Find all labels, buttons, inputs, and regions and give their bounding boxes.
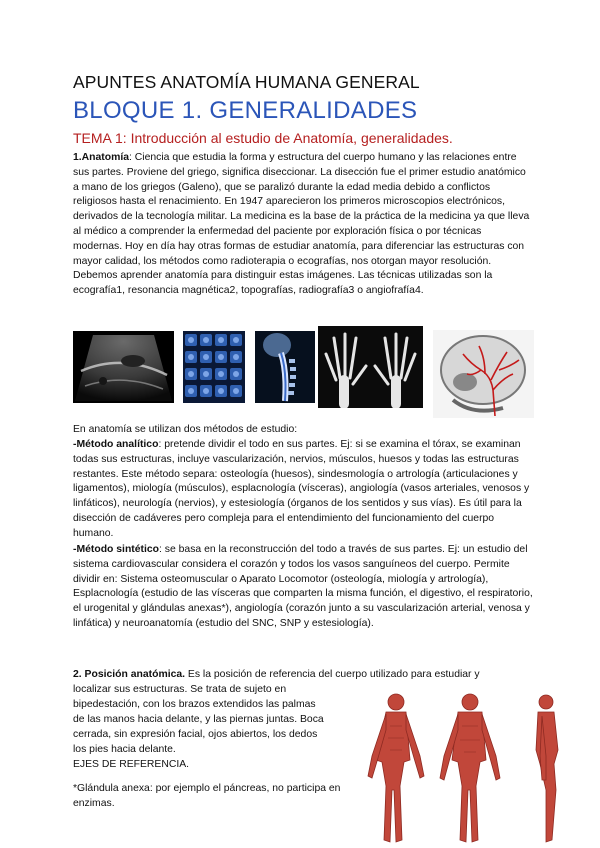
footnote-line2: enzimas. bbox=[73, 798, 115, 809]
anatomy-term: 1.Anatomía bbox=[73, 152, 130, 163]
anatomical-position-term: 2. Posición anatómica. bbox=[73, 669, 186, 680]
synthetic-method-paragraph bbox=[73, 543, 533, 632]
reference-axes-label: EJES DE REFERENCIA. bbox=[73, 759, 190, 770]
hands-xray-image bbox=[318, 326, 423, 408]
analytic-method-paragraph bbox=[73, 438, 533, 542]
block-title: BLOQUE 1. GENERALIDADES bbox=[73, 97, 418, 124]
analytic-method-text: : pretende dividir el todo en sus partes. Ej: si se examina el tórax, se examinan todas sus estructuras, incluye vascularización, nervios, músculos, huesos y todas las estructuras restantes. Este método separa: osteología (huesos), sindesmología o artrología (articulaciones y ligamentos), miología (músculos), esplacnología (vísceras), angiología (vasos arteriales, venosos y linfáticos), neurología (nervios), y estesiología (órganos de los sentidos y sus vías). Es útil para la disección de cadáveres pero compleja para el entendimiento del funcionamiento del cuerpo humano. bbox=[73, 439, 530, 539]
anatomy-paragraph bbox=[73, 151, 533, 299]
synthetic-method-text: : se basa en la reconstrucción del todo a través de sus partes. Ej: un estudio del sistema cardiovascular considera el corazón y todos los vasos sanguíneos del cuerpo. Permite dividir en: Sistema osteomuscular o Aparato Locomotor (osteología, miología y artrología), Esplacnología (estudio de las vísceras que comparten la misma función, el digestivo, el respiratorio, el urogenital y glándulas anexas*), angiología (corazón junto a su vascularización arterial, venosa y linfática) y neuroanatomía (estudio del SNC, SNP y estesiología). bbox=[73, 544, 533, 629]
anatomical-position-line4: de las manos hacia delante, y las piernas juntas. Boca bbox=[73, 714, 324, 725]
mri-image bbox=[183, 331, 245, 403]
anatomy-text: : Ciencia que estudia la forma y estructura del cuerpo humano y las relaciones entre sus partes. Proviene del griego, significa diseccionar. La disección fue el primer estudio anatómico a mano de los griegos (Galeno), que se paralizó durante la edad media debido a conflictos religiosos hasta el renacimiento. En 1947 aparecieron los primeros microscopios electrónicos, derivados de la tecnología militar. La medicina es la base de la práctica de la medicina ya que lleva al médico a comprender la enfermedad del paciente por exploración física o por técnicas modernas. Hoy en día hay otras formas de estudiar anatomía, para diferenciar las estructuras con mayor calidad, los métodos como radioterapia o ecografías, nos otorgan mayor resolución. Debemos aprender anatomía para distinguir estas imágenes. Las técnicas utilizadas son la ecografía1, resonancia magnética2, topografías, radiografía3 o angiofrafía4. bbox=[73, 152, 530, 297]
anatomical-position-line1: 2. Posición anatómica. Es la posición de referencia del cuerpo utilizado para estudiar y bbox=[73, 669, 480, 680]
methods-intro: En anatomía se utilizan dos métodos de estudio: bbox=[73, 424, 298, 435]
skull-angiography-image bbox=[433, 330, 534, 418]
anatomical-position-line6: los pies hacia delante. bbox=[73, 744, 176, 755]
anatomical-position-line2: localizar sus estructuras. Se trata de sujeto en bbox=[73, 684, 287, 695]
spine-mri-image bbox=[255, 331, 315, 403]
synthetic-method-term: -Método sintético bbox=[73, 544, 160, 555]
analytic-method-term: -Método analítico bbox=[73, 439, 159, 450]
topic-title: TEMA 1: Introducción al estudio de Anatomía, generalidades. bbox=[73, 130, 453, 146]
anatomical-position-line5: cerrada, sin expresión facial, ojos abiertos, los dedos bbox=[73, 729, 318, 740]
anatomical-position-line3: bipedestación, con los brazos extendidos las palmas bbox=[73, 699, 316, 710]
footnote-line1: *Glándula anexa: por ejemplo el páncreas, no participa en bbox=[73, 783, 341, 794]
ultrasound-image bbox=[73, 331, 174, 403]
anatomical-position-figures-image bbox=[360, 690, 582, 848]
document-title: APUNTES ANATOMÍA HUMANA GENERAL bbox=[73, 72, 420, 92]
